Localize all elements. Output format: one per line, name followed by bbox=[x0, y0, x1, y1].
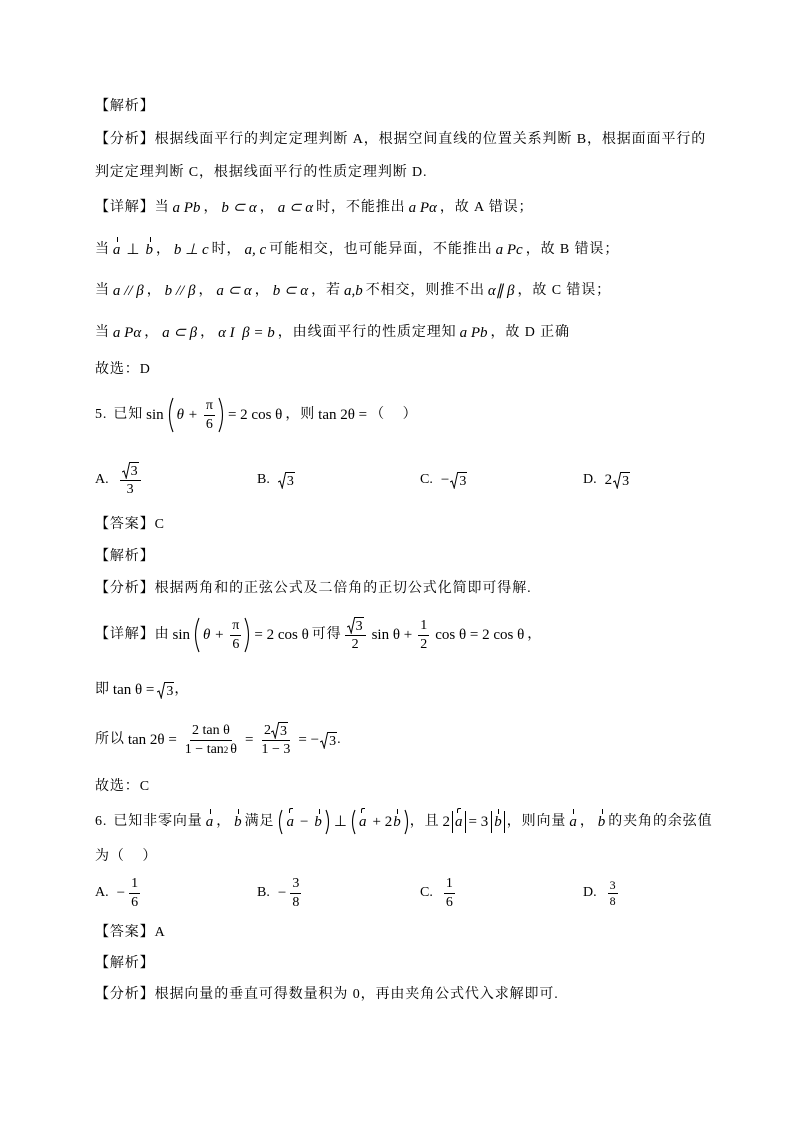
solution-label: 【解析】 bbox=[95, 99, 155, 114]
answer-label: 【答案】 bbox=[95, 925, 155, 940]
q6-stem-line-1 bbox=[95, 802, 713, 842]
q6-options bbox=[95, 873, 715, 913]
text: ，故 C 错误； bbox=[517, 283, 612, 298]
right-parenthesis bbox=[325, 809, 331, 835]
q5-detail-step-2 bbox=[95, 670, 189, 710]
radical-sign bbox=[347, 617, 355, 634]
text: 即 bbox=[95, 682, 110, 697]
fraction bbox=[608, 879, 618, 908]
perpendicular-symbol: ⊥ bbox=[333, 814, 347, 830]
text: 由 bbox=[154, 627, 170, 642]
analysis-text: 根据向量的垂直可得数量积为 0，再由夹角公式代入求解即可. bbox=[154, 987, 559, 1002]
text: ，若 bbox=[311, 283, 341, 298]
analysis-text: 根据线面平行的判定定理判断 A，根据空间直线的位置关系判断 B，根据面面平行的 bbox=[154, 132, 707, 147]
text: ， bbox=[198, 283, 214, 298]
sin-function: sin bbox=[172, 627, 191, 643]
stem-text: ，且 bbox=[409, 814, 440, 829]
math-expression: a Pc bbox=[495, 242, 523, 258]
math-expression: b ⊂ α bbox=[221, 200, 257, 216]
math-expression: α I β = b bbox=[218, 325, 275, 341]
q4-detail-case-b bbox=[95, 230, 619, 270]
denominator: 8 bbox=[609, 893, 616, 908]
numerator: 3 bbox=[290, 876, 301, 894]
math-expression: tan 2θ = bbox=[127, 732, 177, 748]
question-number: 6. bbox=[95, 814, 108, 829]
equation-rhs: = 3 bbox=[468, 814, 489, 830]
radical-sign bbox=[157, 682, 165, 699]
text: ， bbox=[144, 325, 160, 340]
q5-options bbox=[95, 460, 715, 500]
math-expression: a ⊂ α bbox=[277, 200, 314, 216]
analysis-text: 判定定理判断 C，根据线面平行的性质定理判断 D. bbox=[95, 165, 428, 180]
radical-sign bbox=[613, 472, 621, 489]
math-expression: b ⊂ α bbox=[272, 283, 309, 299]
square-root bbox=[347, 617, 364, 634]
numerator: 3 bbox=[609, 877, 616, 892]
numerator: 2 tan θ bbox=[190, 723, 232, 741]
fraction-double-angle-tan bbox=[183, 723, 239, 758]
option-d bbox=[583, 460, 630, 500]
equals-sign: = bbox=[245, 732, 254, 748]
fraction-2sqrt3-over-1-minus-3 bbox=[259, 722, 292, 758]
text: ，故 D 正确 bbox=[490, 325, 570, 340]
q5-analysis bbox=[95, 569, 532, 609]
solution-label: 【解析】 bbox=[95, 956, 155, 971]
square-root bbox=[157, 682, 174, 699]
math-expression: a, c bbox=[244, 242, 267, 258]
text: 可能相交，也可能异面，不能推出 bbox=[269, 242, 493, 257]
left-parenthesis bbox=[350, 809, 356, 835]
analysis-label: 【分析】 bbox=[95, 987, 155, 1002]
math-expression: = − bbox=[298, 732, 320, 748]
final-choice: 故选：D bbox=[95, 362, 151, 377]
radical-sign bbox=[271, 722, 279, 739]
option-label: B. bbox=[257, 885, 270, 900]
option-label: C. bbox=[420, 885, 433, 900]
numerator bbox=[120, 462, 141, 481]
text: ， bbox=[146, 283, 162, 298]
option-label: A. bbox=[95, 885, 109, 900]
answer-label: 【答案】 bbox=[95, 517, 155, 532]
fraction-1-over-2 bbox=[418, 618, 429, 653]
analysis-text: 根据两角和的正弦公式及二倍角的正切公式化简即可得解. bbox=[154, 581, 532, 596]
vector-a: a bbox=[286, 814, 294, 830]
q6-analysis bbox=[95, 975, 559, 1015]
math-expression: b // β bbox=[164, 283, 196, 299]
question-number: 5. bbox=[95, 407, 108, 422]
math-expression: a Pα bbox=[408, 200, 437, 216]
text: ， bbox=[155, 242, 171, 257]
radicand: 3 bbox=[130, 464, 138, 479]
minus-sign: − bbox=[116, 885, 126, 901]
fraction-sqrt3-over-3 bbox=[120, 462, 141, 498]
q4-analysis-line-2 bbox=[95, 153, 427, 193]
numerator bbox=[345, 617, 366, 636]
vector-b: b bbox=[145, 242, 153, 258]
option-a bbox=[95, 460, 144, 500]
coefficient: 2 bbox=[442, 814, 451, 830]
math-expression: a Pb bbox=[459, 325, 488, 341]
option-label: B. bbox=[257, 472, 270, 487]
text: ， bbox=[200, 325, 216, 340]
numerator bbox=[262, 722, 290, 741]
stem-text: 满足 bbox=[244, 814, 275, 829]
math-expression: a ⊂ α bbox=[216, 283, 252, 299]
square-root bbox=[122, 462, 139, 479]
coefficient: 2 bbox=[604, 472, 613, 488]
square-root bbox=[278, 472, 295, 489]
vector-b: b bbox=[234, 814, 242, 830]
denominator: 6 bbox=[131, 894, 139, 910]
denominator-text: 1 − tan bbox=[184, 741, 224, 757]
square-root bbox=[320, 732, 337, 749]
text: ， bbox=[259, 200, 275, 215]
vector-a: a bbox=[112, 242, 121, 258]
q5-detail-step-3 bbox=[95, 720, 341, 760]
fraction bbox=[290, 876, 301, 911]
square-root bbox=[450, 472, 467, 489]
stem-text: 的夹角的余弦值 bbox=[608, 814, 713, 829]
option-label: A. bbox=[95, 472, 109, 487]
detail-label: 【详解】 bbox=[95, 627, 155, 642]
math-expression: a ⊂ β bbox=[162, 325, 198, 341]
final-choice: 故选：C bbox=[95, 779, 150, 794]
text: ，由线面平行的性质定理知 bbox=[277, 325, 457, 340]
vector-b: b bbox=[597, 814, 606, 830]
left-parenthesis bbox=[167, 397, 174, 433]
text: 当 bbox=[95, 242, 110, 257]
vector-b: b bbox=[494, 814, 502, 830]
math-expression: a Pb bbox=[172, 200, 201, 216]
vector-a: a bbox=[205, 814, 214, 830]
stem-text: 已知非零向量 bbox=[113, 814, 203, 829]
text: 所以 bbox=[95, 732, 125, 747]
text: ，故 B 错误； bbox=[525, 242, 620, 257]
numerator: 1 bbox=[418, 618, 429, 636]
radicand: 3 bbox=[166, 683, 174, 699]
text: 当 bbox=[154, 200, 170, 215]
denominator: 8 bbox=[292, 894, 300, 910]
left-parenthesis bbox=[193, 617, 200, 653]
text: ， bbox=[527, 627, 543, 642]
math-expression: α∥ β bbox=[487, 283, 515, 299]
q5-detail-step-1 bbox=[95, 615, 542, 655]
left-parenthesis bbox=[277, 809, 283, 835]
radical-sign bbox=[122, 462, 130, 479]
radicand: 3 bbox=[329, 733, 337, 749]
radicand: 3 bbox=[459, 473, 467, 489]
plus-two: + 2 bbox=[372, 814, 393, 830]
denominator-text: θ bbox=[230, 741, 238, 757]
option-b bbox=[257, 460, 295, 500]
radicand: 3 bbox=[622, 473, 630, 489]
denominator: 1 − 3 bbox=[261, 742, 291, 757]
q4-detail-case-c bbox=[95, 271, 611, 311]
text: 当 bbox=[95, 283, 110, 298]
numerator: 1 bbox=[129, 876, 140, 894]
denominator: 6 bbox=[205, 416, 213, 432]
math-expression: a Pα bbox=[112, 325, 142, 341]
radical-sign bbox=[320, 732, 328, 749]
stem-text: ， bbox=[579, 814, 595, 829]
square-root bbox=[613, 472, 630, 489]
vector-a: a bbox=[569, 814, 577, 830]
option-a bbox=[95, 873, 143, 913]
math-expression: tan θ = bbox=[112, 682, 155, 698]
period: . bbox=[337, 732, 342, 747]
q4-final-choice bbox=[95, 350, 151, 390]
detail-label: 【详解】 bbox=[95, 200, 155, 215]
denominator: 6 bbox=[445, 894, 453, 910]
fraction-pi-over-6 bbox=[204, 398, 215, 433]
option-d bbox=[583, 873, 621, 913]
text: 可得 bbox=[311, 627, 342, 642]
vector-a: a bbox=[358, 814, 367, 830]
stem-text: ，则向量 bbox=[506, 814, 567, 829]
option-label: D. bbox=[583, 885, 597, 900]
equation-rhs: = 2 cos θ bbox=[227, 407, 283, 423]
radicand: 3 bbox=[286, 473, 294, 489]
answer-value: A bbox=[154, 925, 166, 940]
text: 时， bbox=[211, 242, 242, 257]
tan-2theta: tan 2θ = bbox=[318, 407, 368, 423]
numerator: 1 bbox=[444, 876, 455, 894]
theta-plus: θ + bbox=[203, 627, 225, 643]
fraction bbox=[129, 876, 140, 911]
q4-detail-case-a bbox=[95, 188, 533, 228]
sin-function: sin bbox=[146, 407, 164, 423]
minus-sign: − bbox=[277, 885, 287, 901]
denominator: 1 − tan 2 θ bbox=[184, 741, 238, 757]
math-expression: sin θ + bbox=[371, 627, 413, 643]
fraction-pi-over-6 bbox=[230, 618, 241, 653]
denominator: 6 bbox=[232, 636, 240, 652]
theta-plus: θ + bbox=[176, 407, 198, 423]
equation-rhs: = 2 cos θ bbox=[254, 627, 309, 643]
option-c bbox=[420, 460, 467, 500]
text: 不相交，则推不出 bbox=[365, 283, 485, 298]
vector-b: b bbox=[314, 814, 322, 830]
text: ， bbox=[203, 200, 219, 215]
stem-text: ， bbox=[216, 814, 232, 829]
q5-stem bbox=[95, 395, 418, 435]
math-expression: cos θ = 2 cos θ bbox=[435, 627, 525, 643]
analysis-label: 【分析】 bbox=[95, 581, 155, 596]
square-root bbox=[271, 722, 288, 739]
solution-label: 【解析】 bbox=[95, 549, 155, 564]
vector-a: a bbox=[455, 814, 463, 830]
numerator: π bbox=[230, 618, 241, 636]
math-expression: a,b bbox=[343, 283, 363, 299]
stem-text: ，则 bbox=[285, 407, 316, 422]
analysis-label: 【分析】 bbox=[95, 132, 155, 147]
option-c bbox=[420, 873, 458, 913]
fraction bbox=[444, 876, 455, 911]
q5-final-choice bbox=[95, 767, 150, 807]
q4-detail-case-d bbox=[95, 313, 570, 353]
denominator: 2 bbox=[351, 637, 359, 652]
radical-sign bbox=[278, 472, 286, 489]
text: 当 bbox=[95, 325, 110, 340]
option-label: C. bbox=[420, 472, 433, 487]
math-expression: b ⊥ c bbox=[173, 242, 209, 258]
answer-value: C bbox=[154, 517, 165, 532]
numerator: π bbox=[204, 398, 215, 416]
magnitude-a bbox=[452, 811, 466, 833]
right-parenthesis bbox=[244, 617, 251, 653]
radicand: 3 bbox=[279, 724, 287, 739]
q6-stem-line-2 bbox=[95, 837, 157, 877]
answer-blank: （ ） bbox=[370, 407, 418, 422]
magnitude-b bbox=[491, 811, 505, 833]
text: ， bbox=[254, 283, 270, 298]
answer-blank: 为（ ） bbox=[95, 849, 158, 864]
text: 时，不能推出 bbox=[316, 200, 406, 215]
text: ，故 A 错误； bbox=[439, 200, 534, 215]
radicand: 3 bbox=[355, 619, 363, 634]
fraction-sqrt3-over-2 bbox=[345, 617, 366, 653]
minus-sign: − bbox=[440, 472, 450, 488]
vector-b: b bbox=[393, 814, 401, 830]
denominator: 2 bbox=[420, 636, 428, 652]
perpendicular-symbol: ⊥ bbox=[126, 242, 140, 258]
denominator: 3 bbox=[126, 482, 134, 497]
radical-sign bbox=[450, 472, 458, 489]
text: ， bbox=[174, 682, 190, 697]
coefficient: 2 bbox=[263, 723, 271, 738]
math-expression: a // β bbox=[112, 283, 144, 299]
minus-sign: − bbox=[299, 814, 309, 830]
option-b bbox=[257, 873, 304, 913]
stem-text: 已知 bbox=[113, 407, 144, 422]
right-parenthesis bbox=[218, 397, 225, 433]
option-label: D. bbox=[583, 472, 597, 487]
